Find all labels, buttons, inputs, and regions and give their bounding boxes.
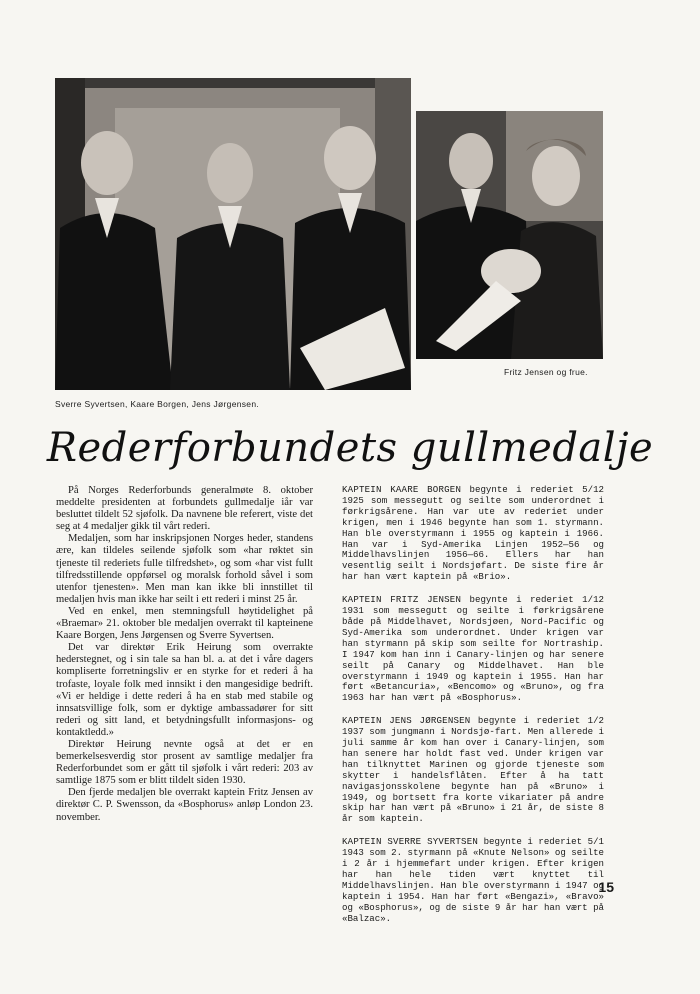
paragraph: Direktør Heirung nevnte også at det er en bemerkelsesverdig stor prosent av samtlige medaljer fra Rederforbundet som er gått til sjøfolk i vårt rederi: 203 av samtlige 1875 som er blitt tildelt siden 1930. xyxy=(56,738,313,787)
paragraph: Medaljen, som har inskripsjonen Norges heder, standens ære, kan tildeles seilende sjøfolk som «har røktet sin tjeneste til rederiets fulle tilfredshet», og som «har vist fullt tilfredsstillende oppførsel og moralsk forhold såvel i som utenfor tjenesten». Men man kan ikke bli innstillet til medaljen hvis man ikke har seilt i ett rederi i minst 25 år. xyxy=(56,533,313,605)
article-left-column xyxy=(56,485,313,824)
right-photo-caption: Fritz Jensen og frue. xyxy=(504,367,588,377)
paragraph: Det var direktør Erik Heirung som overrakte hederstegnet, og i sin tale sa han bl. a. at det i våre dagers kompliserte forretningsliv er en styrke for et rederi å ha trofaste, loyale folk med innsikt i den mangesidige bedrift. «Vi er heldige i dette rederi å ha en stab med stabile og innsatsvillige folk, som er dyktige ambassadører for sitt rederi og sitt land, et betydningsfullt informasjons- og kontaktledd.» xyxy=(56,642,313,738)
captain-bio-borgen xyxy=(342,485,604,583)
photo-three-captains xyxy=(55,78,411,390)
paragraph: Den fjerde medaljen ble overrakt kaptein Fritz Jensen av direktør C. P. Swensson, da «Bosphorus» anløp London 23. november. xyxy=(56,787,313,823)
bio-heading: KAPTEIN SVERRE SYVERTSEN xyxy=(342,836,479,848)
paragraph: Ved en enkel, men stemningsfull høytidelighet på «Braemar» 21. oktober ble medaljen overrakt til kapteinene Kaare Borgen, Jens Jørgensen og Sverre Syvertsen. xyxy=(56,605,313,642)
bio-text: begynte i rederiet 5/1 1943 som 2. styrmann på «Knute Nelson» og seilte i 2 år i hjemmefart under krigen. Efter krigen har han hele tiden vært knyttet til Middelhavslinjen. Han ble overstyrmann i 1947 og kaptein i 1954. Han har ført «Bengazi», «Bravo» og «Bosphorus», og de siste 9 år har han vært på «Balzac». xyxy=(342,836,604,924)
article-right-column xyxy=(342,485,604,937)
left-photo-caption: Sverre Syvertsen, Kaare Borgen, Jens Jørgensen. xyxy=(55,399,260,409)
bio-text: begynte i rederiet 1/2 1937 som jungmann i Nordsjø-fart. Men allerede i juli samme år kom han over i Canary-linjen, som han senere har holdt fast ved. Under krigen var han tilknyttet Marinen og gjorde tjeneste som skytter i handelsflåten. Efter å ha tatt navigasjonsskolene begynte han på «Bruno» i 1949, og bortsett fra korte vikariater på andre skip har han vært på «Bruno» i 21 år, de siste 8 år som kaptein. xyxy=(342,715,604,825)
bio-heading: KAPTEIN JENS JØRGENSEN xyxy=(342,715,471,727)
captain-bio-jensen xyxy=(342,595,604,704)
captain-bio-syvertsen xyxy=(342,837,604,924)
bio-text: begynte i rederiet 5/12 1925 som messegutt og seilte som underordnet i førkrigsårene. Han var ute av rederiet under krigen, men i 1946 begynte han som 1. styrmann. Han ble overstyrmann i 1955 og kaptein i 1966. Han var i Syd-Amerika Linjen 1952—56 og Middelhavslinjen 1956—66. Ellers har han vesentlig seilt i Nordsjøfart. De siste fire år har han vært kaptein på «Brio». xyxy=(342,484,604,583)
photo-fritz-jensen-and-wife xyxy=(416,111,603,359)
captain-bio-jorgensen xyxy=(342,716,604,825)
page-number: 15 xyxy=(598,879,614,895)
bio-heading: KAPTEIN FRITZ JENSEN xyxy=(342,594,462,606)
article-title: Rederforbundets gullmedalje xyxy=(46,425,654,471)
paragraph: På Norges Rederforbunds generalmøte 8. oktober meddelte presidenten at forbundets gullmedalje iår var besluttet tildelt 52 sjøfolk. Da navnene ble referert, viste det seg at 4 medaljer gikk til vårt rederi. xyxy=(56,485,313,533)
bio-heading: KAPTEIN KAARE BORGEN xyxy=(342,484,462,495)
bio-text: begynte i rederiet 1/12 1931 som messegutt og seilte i førkrigsårene både på Middelhavet, Nordsjøen, Nord-Pacific og Syd-Amerika som underordnet. Under krigen var han styrmann på skip som seilte for Nortraship. I 1947 kom han inn i Canary-linjen og har senere seilt på Canary og Middelhavet. Han ble overstyrmann i 1949 og kaptein i 1955. Han har ført «Betancuria», «Bencomo» og «Bruno», og fra 1963 har han vært på «Bosphorus». xyxy=(342,594,604,704)
